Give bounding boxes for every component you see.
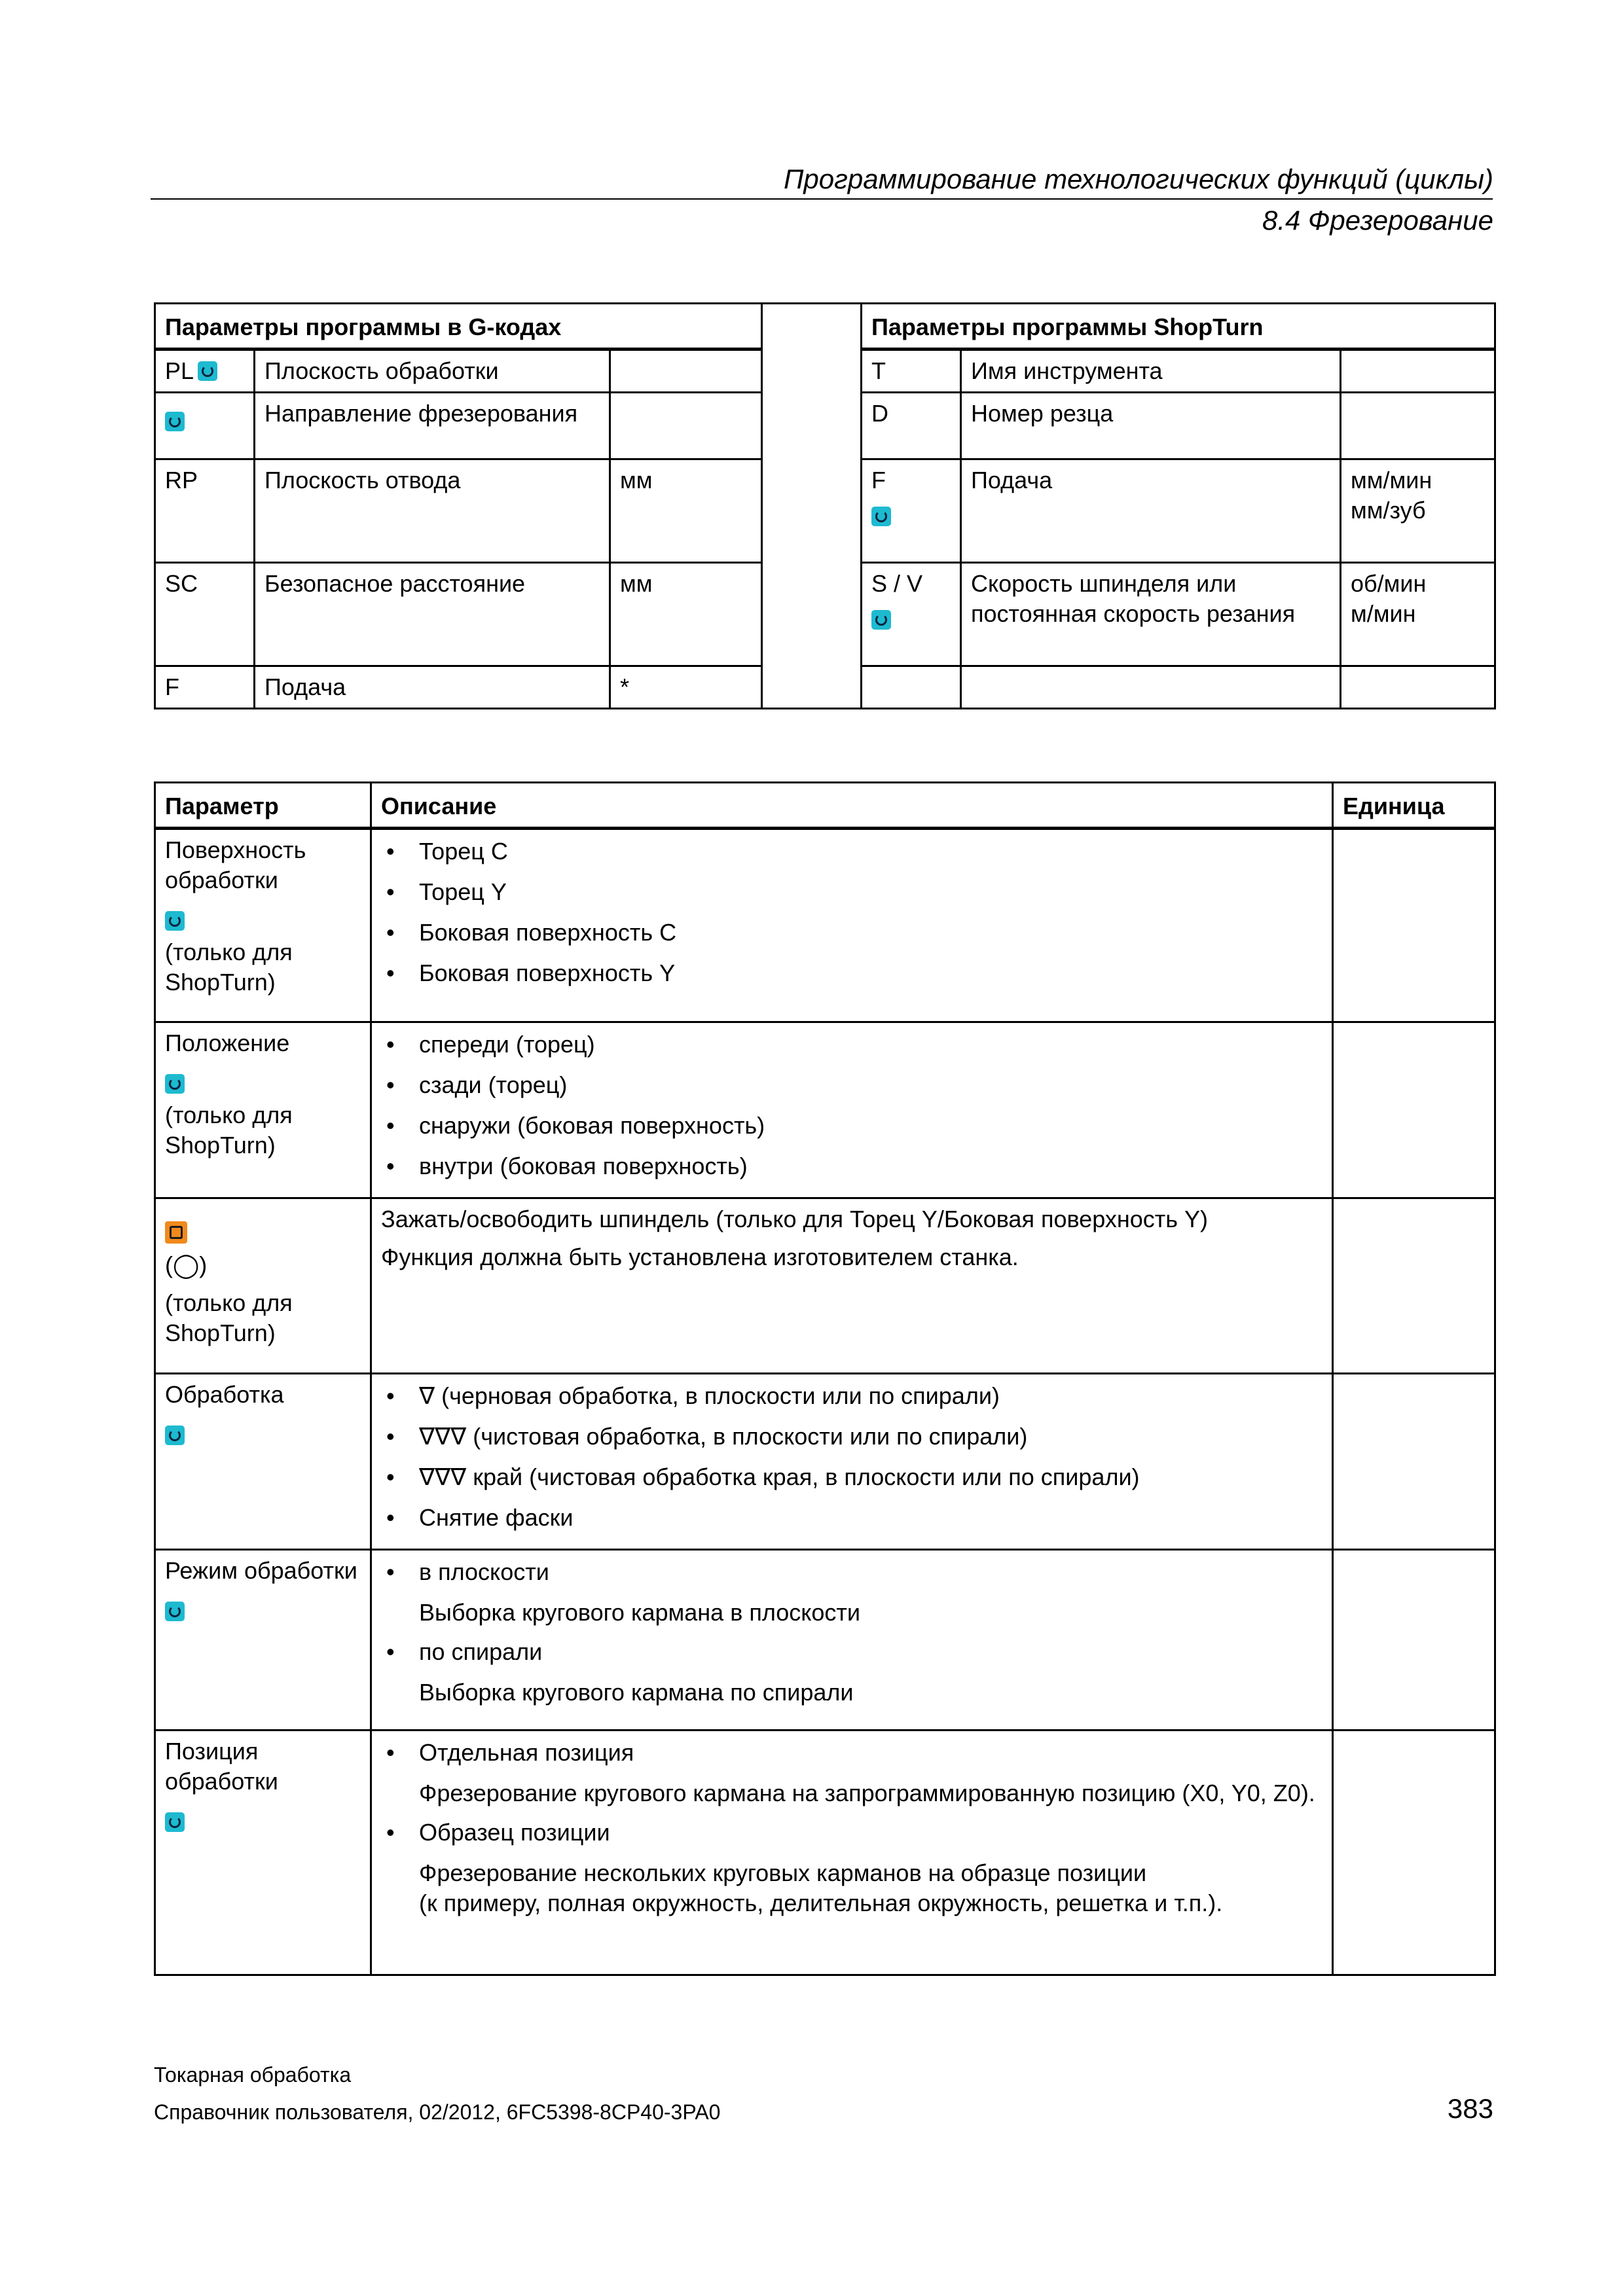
unit-cell: [1333, 1022, 1495, 1198]
desc-cell: [371, 1022, 1333, 1198]
param-code: PL: [155, 350, 255, 393]
desc-cell: Зажать/освободить шпиндель (только для Торец Y/Боковая поверхность Y) Функция должна быть установлена изготовителем станка.: [371, 1198, 1333, 1374]
list-item: • Боковая поверхность Y: [381, 958, 1322, 988]
col-header-desc: Описание: [371, 783, 1333, 829]
spindle-symbol: (◯): [165, 1251, 208, 1278]
param-cell: Обработка: [155, 1374, 371, 1550]
list-item: • ∇∇∇ (чистовая обработка, в плоскости или по спирали): [381, 1422, 1322, 1452]
param-code: S / V: [862, 563, 961, 666]
list-item: • снаружи (боковая поверхность): [381, 1111, 1322, 1141]
list-subtext: Фрезерование кругового кармана на запрограммированную позицию (X0, Y0, Z0).: [419, 1780, 1315, 1806]
list-item: • Боковая поверхность C: [381, 918, 1322, 948]
param-code: SC: [155, 563, 255, 666]
desc-cell: [371, 1731, 1333, 1975]
param-cell: (◯) (только для ShopTurn): [155, 1198, 371, 1374]
list-item: • Снятие фаски: [381, 1503, 1322, 1533]
list-item: • внутри (боковая поверхность): [381, 1151, 1322, 1181]
unit-cell: [1333, 1550, 1495, 1731]
params-table: [154, 302, 1496, 709]
toggle-icon[interactable]: [165, 911, 185, 931]
param-unit: [1341, 666, 1495, 709]
desc-cell: [371, 829, 1333, 1022]
col-header-unit: Единица: [1333, 783, 1495, 829]
desc-cell: [371, 1550, 1333, 1731]
toggle-icon[interactable]: [871, 507, 891, 526]
spindle-clamp-icon[interactable]: [165, 1221, 187, 1244]
list-subtext: Выборка кругового кармана по спирали: [419, 1679, 854, 1706]
param-unit: *: [610, 666, 762, 709]
param-cell: Поверхность обработки (только для ShopTurn): [155, 829, 371, 1022]
toggle-icon[interactable]: [165, 1426, 185, 1445]
footer-reference: Справочник пользователя, 02/2012, 6FC5398-8CP40-3PA0: [154, 2100, 721, 2124]
param-desc: Плоскость отвода: [255, 459, 610, 563]
param-desc: Плоскость обработки: [255, 350, 610, 393]
unit-cell: [1333, 1198, 1495, 1374]
param-unit: [610, 393, 762, 459]
param-cell: Положение (только для ShopTurn): [155, 1022, 371, 1198]
param-unit: мм: [610, 563, 762, 666]
unit-cell: [1333, 829, 1495, 1022]
gcode-params-header: Параметры программы в G-кодах: [155, 304, 762, 350]
list-item: • ∇ (черновая обработка, в плоскости или по спирали): [381, 1381, 1322, 1411]
toggle-icon[interactable]: [871, 610, 891, 630]
param-unit: мм/мин мм/зуб: [1341, 459, 1495, 563]
list-item: • сзади (торец): [381, 1070, 1322, 1100]
header-title: Программирование технологических функций (циклы): [783, 164, 1493, 194]
header-section: 8.4 Фрезерование: [1262, 205, 1493, 236]
param-unit: об/мин м/мин: [1341, 563, 1495, 666]
toggle-icon[interactable]: [165, 1812, 185, 1832]
param-code: [155, 393, 255, 459]
unit-cell: [1333, 1731, 1495, 1975]
param-unit: [1341, 350, 1495, 393]
param-code: [862, 666, 961, 709]
param-desc: Направление фрезерования: [255, 393, 610, 459]
toggle-icon[interactable]: [198, 361, 217, 381]
shopturn-params-header: Параметры программы ShopTurn: [862, 304, 1495, 350]
toggle-icon[interactable]: [165, 1602, 185, 1621]
list-subtext: (к примеру, полная окружность, делительная окружность, решетка и т.п.).: [419, 1890, 1223, 1916]
list-item: • по спирали: [381, 1637, 1322, 1667]
list-item: • спереди (торец): [381, 1030, 1322, 1060]
param-code: T: [862, 350, 961, 393]
desc-cell: [371, 1374, 1333, 1550]
list-subtext: Выборка кругового кармана в плоскости: [419, 1599, 861, 1626]
toggle-icon[interactable]: [165, 1074, 185, 1094]
description-table: [154, 781, 1496, 1976]
param-desc: Скорость шпинделя или постоянная скорость резания: [961, 563, 1341, 666]
param-code: F: [862, 459, 961, 563]
list-item: • Торец Y: [381, 877, 1322, 907]
toggle-icon[interactable]: [165, 412, 185, 431]
param-desc: Безопасное расстояние: [255, 563, 610, 666]
footer-title: Токарная обработка: [154, 2063, 352, 2087]
param-unit: [1341, 393, 1495, 459]
param-desc: [961, 666, 1341, 709]
param-code: F: [155, 666, 255, 709]
param-code: RP: [155, 459, 255, 563]
col-header-param: Параметр: [155, 783, 371, 829]
param-unit: мм: [610, 459, 762, 563]
header-rule: [151, 198, 1493, 200]
param-desc: Номер резца: [961, 393, 1341, 459]
param-desc: Подача: [255, 666, 610, 709]
list-subtext: Фрезерование нескольких круговых карманов на образце позиции: [419, 1859, 1147, 1886]
param-cell: Режим обработки: [155, 1550, 371, 1731]
param-desc: Имя инструмента: [961, 350, 1341, 393]
unit-cell: [1333, 1374, 1495, 1550]
param-code: D: [862, 393, 961, 459]
list-item: • в плоскости: [381, 1557, 1322, 1587]
param-unit: [610, 350, 762, 393]
list-item: • Отдельная позиция: [381, 1738, 1322, 1768]
list-item: • Образец позиции: [381, 1818, 1322, 1848]
list-item: • Торец C: [381, 836, 1322, 867]
spacer-column: [762, 304, 862, 709]
list-item: • ∇∇∇ край (чистовая обработка края, в плоскости или по спирали): [381, 1462, 1322, 1492]
param-desc: Подача: [961, 459, 1341, 563]
param-cell: Позиция обработки: [155, 1731, 371, 1975]
page-number: 383: [1447, 2093, 1493, 2124]
